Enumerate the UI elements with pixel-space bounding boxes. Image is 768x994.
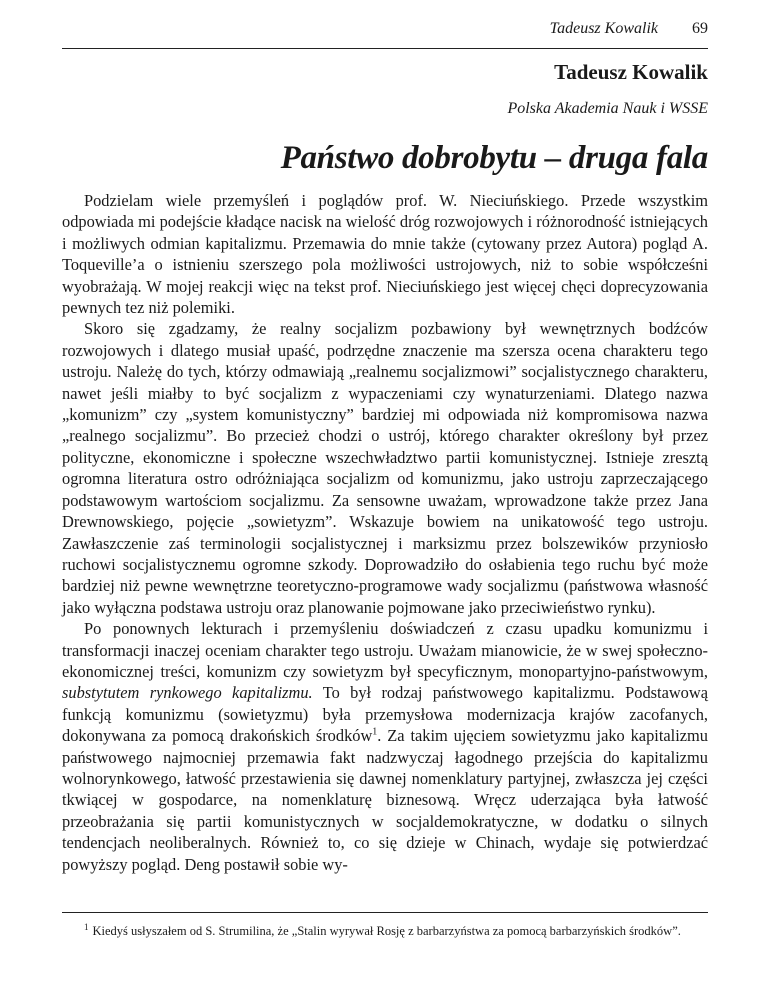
header-rule: [62, 48, 708, 49]
running-head: [550, 20, 708, 38]
page: [62, 0, 708, 994]
page-number: 69: [692, 20, 708, 37]
footnote-reference[interactable]: 1: [372, 726, 378, 738]
article-body: [62, 190, 708, 875]
footnote: [62, 922, 708, 941]
article-title: Państwo dobrobytu – druga fala: [280, 140, 708, 176]
footnote-marker: 1: [84, 921, 89, 932]
footnote-rule: [62, 912, 708, 913]
paragraph-2: Skoro się zgadzamy, że realny socjalizm pozbawiony był wewnętrznych bodźców rozwojowych i dlatego musiał upaść, podrzędne znaczenie ma szersza ocena charakteru tego ustroju. Należę do tych, którzy odmawiają „realnemu socjalizmowi” socjalistycznego charakteru, nawet jeśli miałby to być socjalizm z wypaczeniami czy wynaturzeniami. Dlatego nazwa „komunizm” czy „system komunistyczny” bardziej mi odpowiada niż kompromisowa nazwa „realnego socjalizmu”. Bo przecież chodzi o ustrój, którego charakter określony był przez polityczne, ekonomiczne i społeczne wszechwładztwo partii komunistycznej. Istnieje zresztą ogromna literatura ostro odróżniająca socjalizm od komunizmu, jako ustroju zaprzeczającego podstawowym wartościom socjalizmu. Za sensowne uważam, wprowadzone także przez Jana Drewnowskiego, pojęcie „sowietyzm”. Wskazuje bowiem na unikatowość tego ustroju. Zawłaszczenie zaś terminologii socjalistycznej i marksizmu przez bolszewików przyniosło ruchowi socjalistycznemu ogromne szkody. Doprowadziło do osłabienia tego ruchu być może bardziej niż pewne wewnętrzne teoretyczno-programowe wady socjalizmu (państwowa własność jako wyłączna podstawa ustroju oraz planowanie pojmowane jako przeciwieństwo rynku).: [62, 319, 708, 617]
article-author: Tadeusz Kowalik: [554, 60, 708, 84]
paragraph-3: [62, 618, 708, 875]
author-affiliation: Polska Akademia Nauk i WSSE: [507, 100, 708, 117]
paragraph-3-part-b: To był rodzaj państwowego kapitalizmu. Podstawową funkcją komunizmu (sowietyzmu) była przemysłowa modernizacja krajów zacofanych, dokonywana za pomocą drakońskich środków: [62, 683, 708, 746]
footnote-text: Kiedyś usłyszałem od S. Strumilina, że „Stalin wyrywał Rosję z barbarzyństwa za pomocą barbarzyńskich środków”.: [92, 924, 681, 938]
running-head-author: Tadeusz Kowalik: [549, 20, 658, 37]
paragraph-3-part-c: . Za takim ujęciem sowietyzmu jako kapitalizmu państwowego najmocniej przemawia fakt nadzwyczaj łagodnego przejścia do kapitalizmu wolnorynkowego, łatwość przestawienia się dawnej nomenklatury partyjnej, zwłaszcza jej części tkwiącej w gospodarce, na nomenklaturę biznesową. Wręcz uderzająca była łatwość przeobrażania się partii komunistycznych w socjaldemokratyczne, w dodatku o silnych tendencjach neoliberalnych. Również to, co się dzieje w Chinach, wydaje się potwierdzać powyższy pogląd. Deng postawił sobie wy-: [62, 726, 708, 874]
emphasis-phrase: substytutem rynkowego kapitalizmu.: [62, 683, 313, 703]
paragraph-1: Podzielam wiele przemyśleń i poglądów prof. W. Nieciuńskiego. Przede wszystkim odpowiada mi podejście kładące nacisk na wielość dróg rozwojowych i różnorodność istniejących i możliwych odmian kapitalizmu. Przemawia do mnie także (cytowany przez Autora) pogląd A. Toqueville’a o istnieniu szerszego pola możliwości ustrojowych, niż to sobie współcześni wyobrażają. W mojej reakcji więc na tekst prof. Nieciuńskiego jest więcej chęci doprecyzowania pewnych tez niż polemiki.: [62, 191, 708, 318]
paragraph-3-part-a: Po ponownych lekturach i przemyśleniu doświadczeń z czasu upadku komunizmu i transformacji inaczej oceniam charakter tego ustroju. Uważam mianowicie, że w swej społeczno-ekonomicznej treści, komunizm czy sowietyzm był specyficznym, monopartyjno-państwowym,: [62, 619, 708, 681]
